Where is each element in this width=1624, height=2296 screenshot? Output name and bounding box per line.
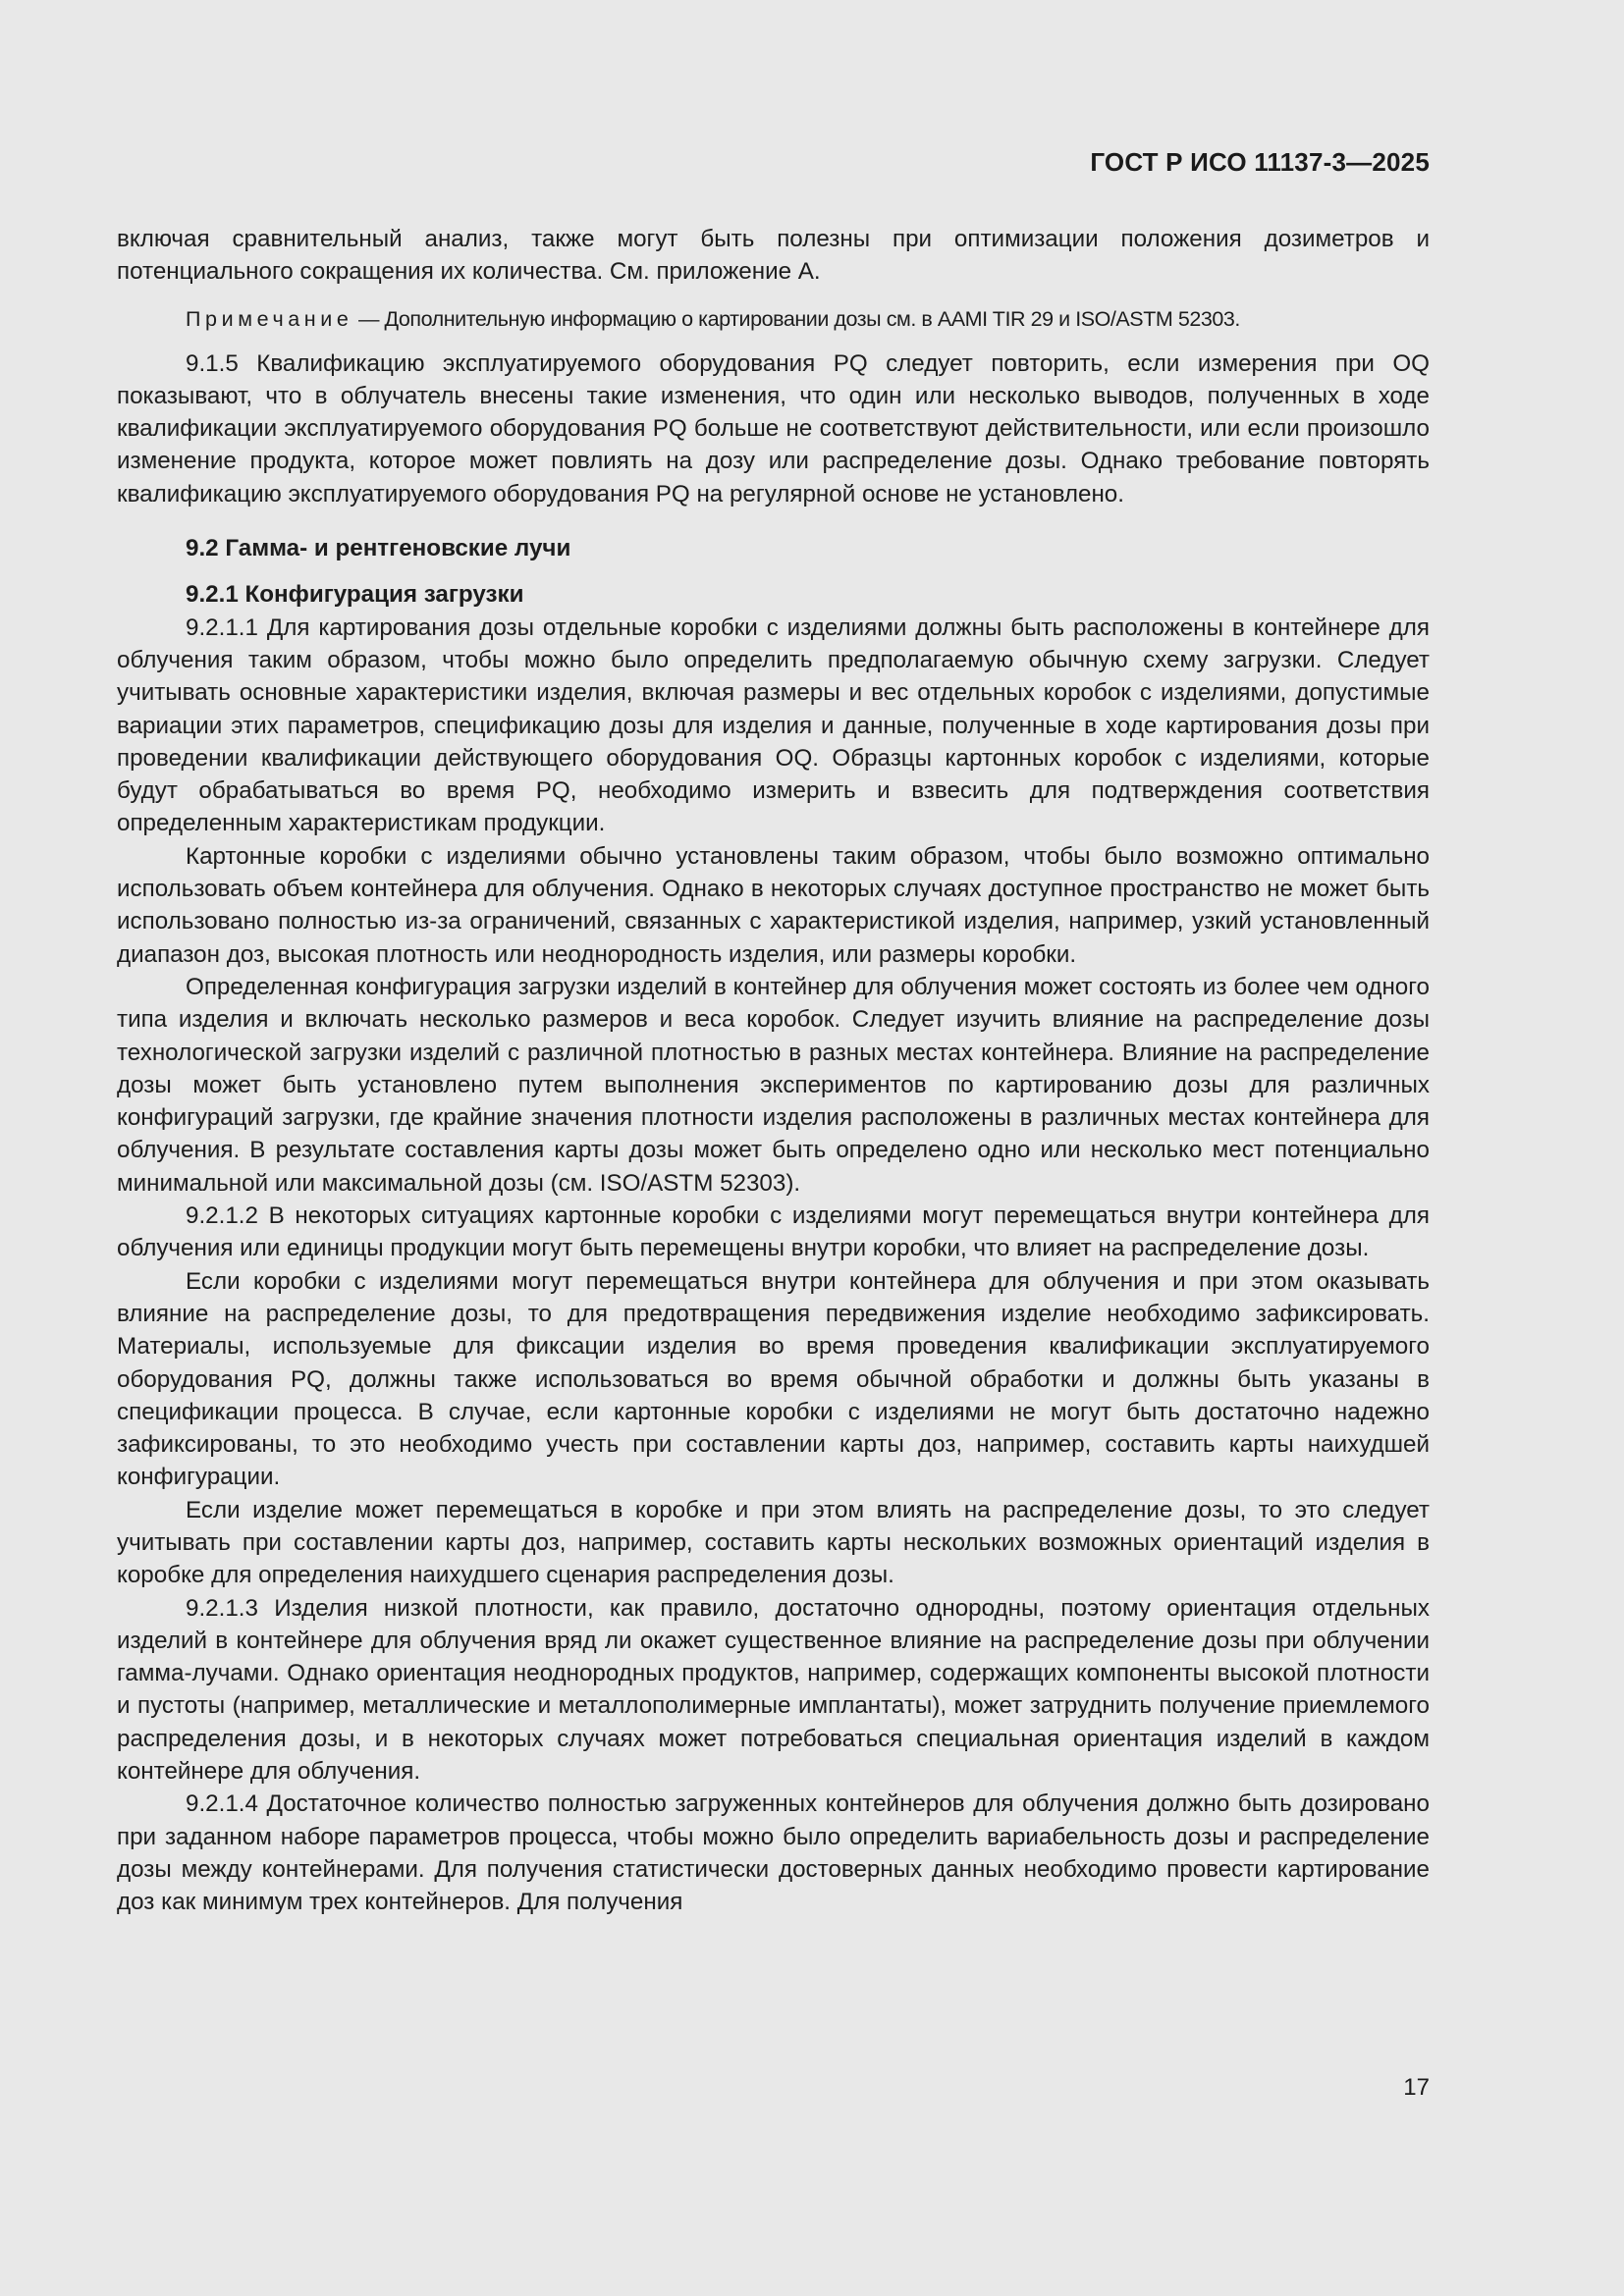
paragraph-9-2-1-2: 9.2.1.2 В некоторых ситуациях картонные коробки с изделиями могут перемещаться внутри контейнера для облучения или единицы продукции могут быть перемещены внутри коробки, что влияет на распределение дозы. [117,1202,1430,1262]
paragraph-box-movement: Если коробки с изделиями могут перемещаться внутри контейнера для облучения и при этом оказывать влияние на распределение дозы, то для предотвращения передвижения изделие необходимо зафиксировать. Материалы, используемые для фиксации изделия во время проведения квалификации эксплуатируемого оборудования PQ, должны также использоваться во время обычной обработки и должны быть указаны в спецификации процесса. В случае, если картонные коробки с изделиями не могут быть достаточно надежно зафиксированы, то это необходимо учесть при составлении карты доз, например, составить карты наихудшей конфигурации. [117,1267,1430,1491]
paragraph-9-2-1-4: 9.2.1.4 Достаточное количество полностью загруженных контейнеров для облучения должно быть дозировано при заданном наборе параметров процесса, чтобы можно было определить вариабельность дозы и распределение дозы между контейнерами. Для получения статистически достоверных данных необходимо провести картирование доз как минимум трех контейнеров. Для получения [117,1790,1430,1916]
paragraph-9-1-5: 9.1.5 Квалификацию эксплуатируемого оборудования PQ следует повторить, если измерения при OQ показывают, что в облучатель внесены такие изменения, что один или несколько выводов, полученных в ходе квалификации эксплуатируемого оборудования PQ больше не соответствуют действительности, или если произошло изменение продукта, которое может повлиять на дозу или распределение дозы. Однако требование повторять квалификацию эксплуатируемого оборудования PQ на регулярной основе не установлено. [117,349,1430,507]
note [117,304,1430,334]
paragraph-continuation: включая сравнительный анализ, также могут быть полезны при оптимизации положения дозиметров и потенциального сокращения их количества. См. приложение А. [117,226,1430,286]
page-number: 17 [1403,2074,1430,2101]
note-text: — Дополнительную информацию о картировании дозы см. в AAMI TIR 29 и ISO/ASTM 52303. [352,306,1240,331]
section-heading-9-2: 9.2 Гамма- и рентгеновские лучи [186,535,571,562]
paragraph-boxes: Картонные коробки с изделиями обычно установлены таким образом, чтобы было возможно оптимально использовать объем контейнера для облучения. Однако в некоторых случаях доступное пространство не может быть использовано полностью из-за ограничений, связанных с характеристикой изделия, например, узкий установленный диапазон доз, высокая плотность или неоднородность изделия, или размеры коробки. [117,842,1430,968]
paragraph-9-2-1-1: 9.2.1.1 Для картирования дозы отдельные коробки с изделиями должны быть расположены в контейнере для облучения таким образом, чтобы можно было определить предполагаемую обычную схему загрузки. Следует учитывать основные характеристики изделия, включая размеры и вес отдельных коробок с изделиями, допустимые вариации этих параметров, спецификацию дозы для изделия и данные, полученные в ходе картирования дозы при проведении квалификации действующего оборудования OQ. Образцы картонных коробок с изделиями, которые будут обрабатываться во время PQ, необходимо измерить и взвесить для подтверждения соответствия определенным характеристикам продукции. [117,614,1430,837]
document-header: ГОСТ Р ИСО 11137-3—2025 [1090,147,1430,177]
document-body [117,223,1430,1919]
paragraph-load-config: Определенная конфигурация загрузки изделий в контейнер для облучения может состоять из более чем одного типа изделия и включать несколько размеров и веса коробок. Следует изучить влияние на распределение дозы технологической загрузки изделий с различной плотностью в разных местах контейнера. Влияние на распределение дозы может быть установлено путем выполнения экспериментов по картированию дозы для различных конфигураций загрузки, где крайние значения плотности изделия расположены в различных местах контейнера для облучения. В результате составления карты дозы может быть определено одно или несколько мест потенциально минимальной или максимальной дозы (см. ISO/ASTM 52303). [117,973,1430,1197]
paragraph-item-in-box: Если изделие может перемещаться в коробке и при этом влиять на распределение дозы, то это следует учитывать при составлении карты доз, например, составить карты нескольких возможных ориентаций изделия в коробке для определения наихудшего сценария распределения дозы. [117,1496,1430,1589]
paragraph-9-2-1-3: 9.2.1.3 Изделия низкой плотности, как правило, достаточно однородны, поэтому ориентация отдельных изделий в контейнере для облучения вряд ли окажет существенное влияние на распределение дозы при облучении гамма-лучами. Однако ориентация неоднородных продуктов, например, содержащих компоненты высокой плотности и пустоты (например, металлические и металлополимерные имплантаты), может затруднить получение приемлемого распределения дозы, и в некоторых случаях может потребоваться специальная ориентация изделий в каждом контейнере для облучения. [117,1594,1430,1786]
section-heading-9-2-1: 9.2.1 Конфигурация загрузки [186,581,524,609]
note-label: Примечание [186,306,353,331]
